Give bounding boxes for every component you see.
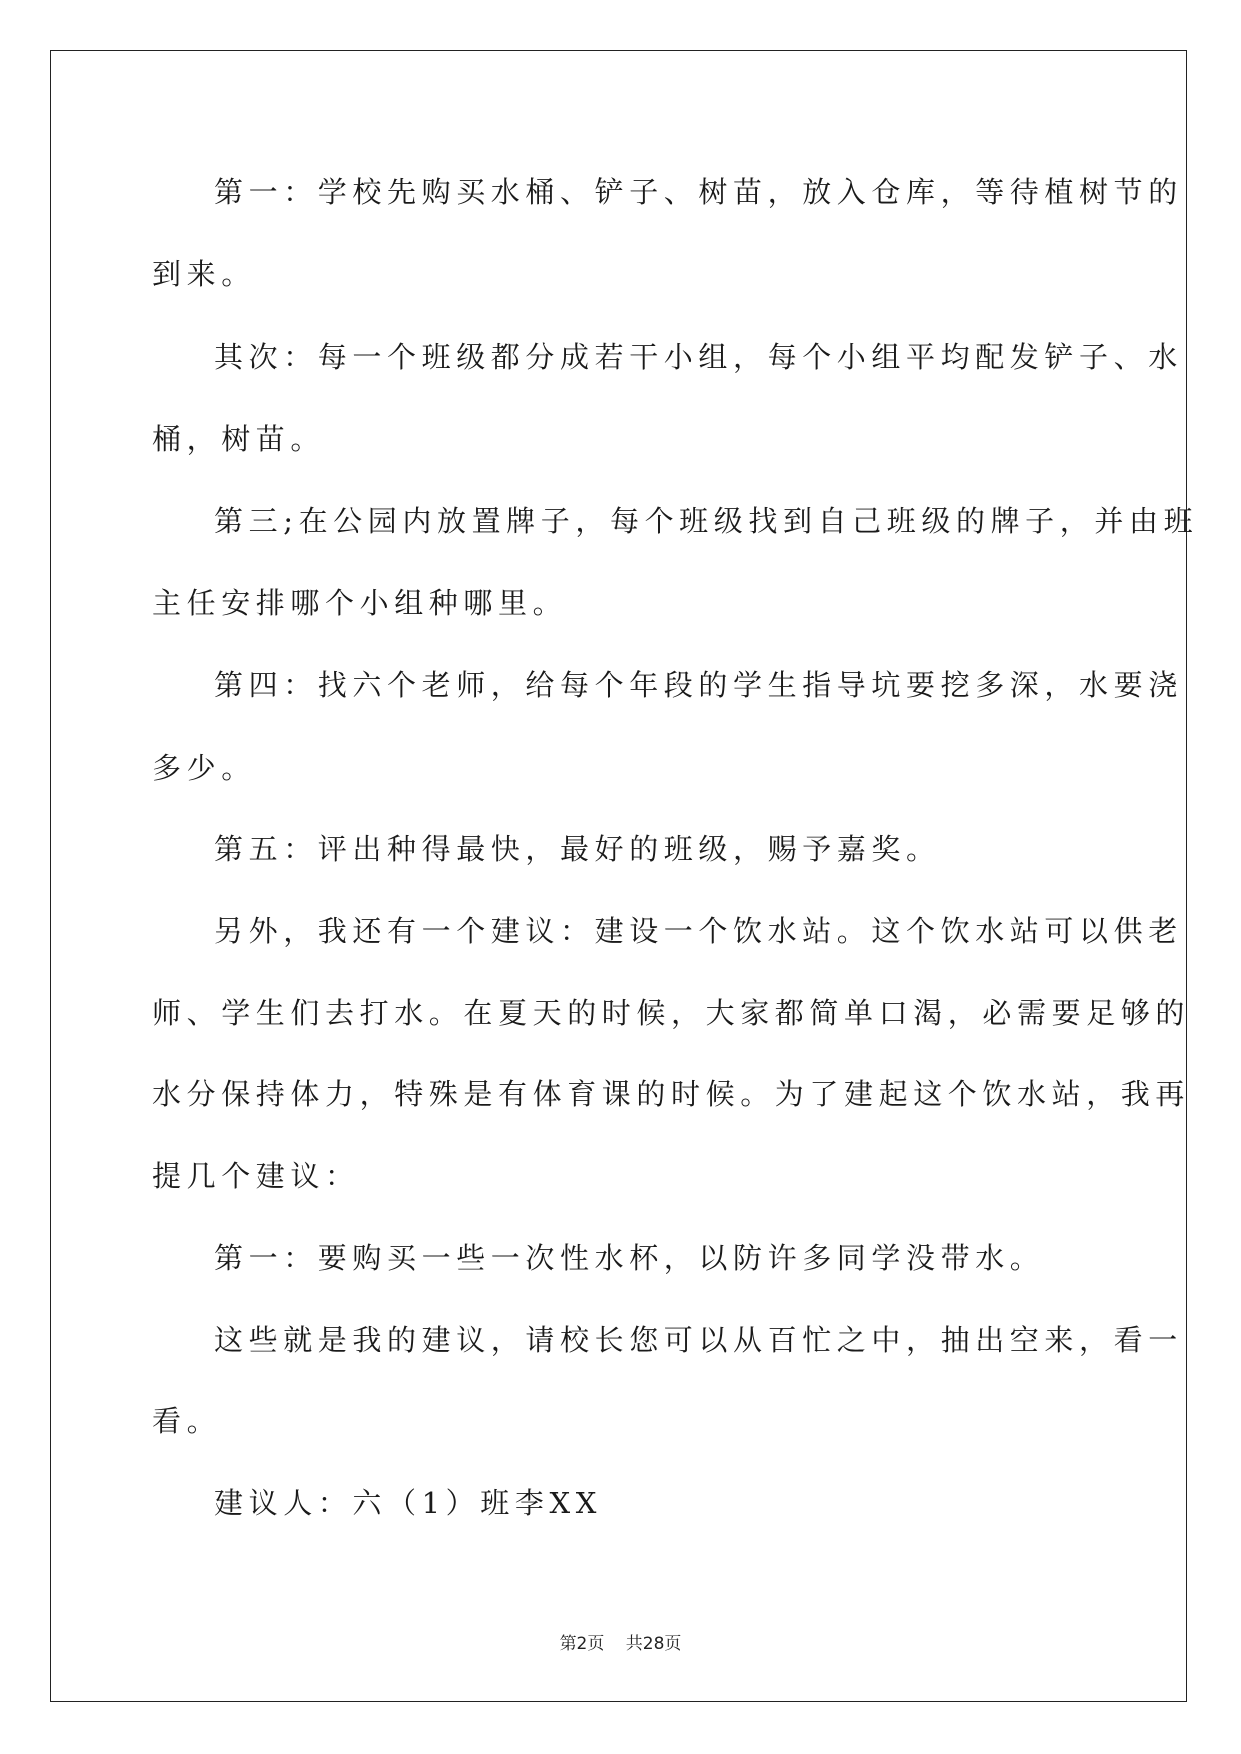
page-total: 共28页: [625, 1634, 682, 1654]
paragraph-line: 到来。: [152, 257, 256, 291]
page-footer: [0, 1629, 1241, 1654]
page-border: [50, 50, 1199, 1702]
paragraph-line: 桶，树苗。: [152, 422, 326, 456]
paragraph-line: 第五：评出种得最快，最好的班级，赐予嘉奖。: [214, 832, 941, 866]
paragraph-line: 另外，我还有一个建议：建设一个饮水站。这个饮水站可以供老: [214, 914, 1183, 948]
paragraph-line: 提几个建议：: [152, 1159, 360, 1193]
paragraph-line: 水分保持体力，特殊是有体育课的时候。为了建起这个饮水站，我再: [152, 1077, 1191, 1111]
paragraph-line: 师、学生们去打水。在夏天的时候，大家都简单口渴，必需要足够的: [152, 996, 1191, 1030]
signature-line: 建议人：六（1）班李XX: [214, 1486, 602, 1520]
paragraph-line: 第三;在公园内放置牌子，每个班级找到自己班级的牌子，并由班: [214, 504, 1199, 538]
paragraph-line: 第一：要购买一些一次性水杯，以防许多同学没带水。: [214, 1241, 1045, 1275]
paragraph-line: 第一：学校先购买水桶、铲子、树苗，放入仓库，等待植树节的: [214, 175, 1183, 209]
paragraph-line: 其次：每一个班级都分成若干小组，每个小组平均配发铲子、水: [214, 340, 1183, 374]
paragraph-line: 主任安排哪个小组种哪里。: [152, 586, 568, 620]
page-number: 第2页: [559, 1634, 605, 1654]
paragraph-line: 看。: [152, 1404, 222, 1438]
paragraph-line: 这些就是我的建议，请校长您可以从百忙之中，抽出空来，看一: [214, 1323, 1183, 1357]
paragraph-line: 多少。: [152, 751, 256, 785]
paragraph-line: 第四：找六个老师，给每个年段的学生指导坑要挖多深，水要浇: [214, 668, 1183, 702]
